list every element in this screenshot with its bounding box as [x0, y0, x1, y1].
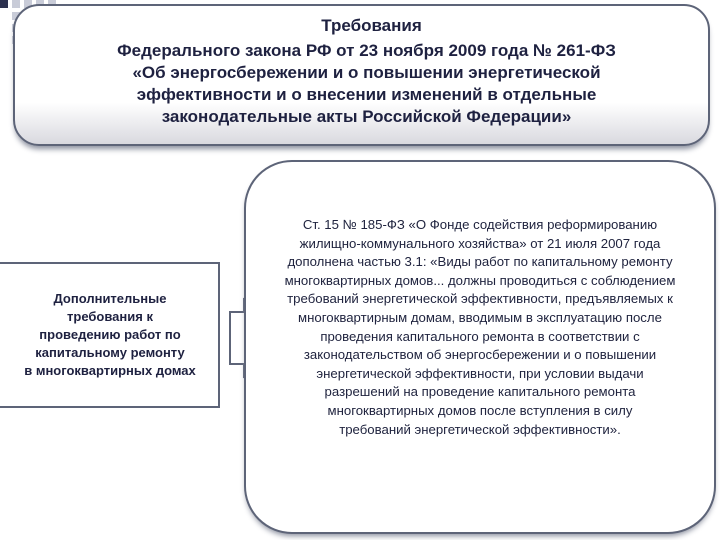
left-line: требования к [67, 309, 153, 324]
article-line: многоквартирным домам, вводимым в эксплуатацию после [298, 309, 662, 325]
title-line: законодательные акты Российской Федерации» [161, 107, 572, 126]
title-line: Федерального закона РФ от 23 ноября 2009 года № 261-ФЗ [117, 41, 616, 60]
article-line: разрешений на проведение капитального ремонта [324, 384, 636, 400]
article-line: энергетической эффективности, при условии выдачи [316, 365, 644, 381]
article-line: требований энергетической эффективности». [339, 421, 621, 437]
additional-requirements-box [0, 262, 220, 408]
law-article-box [244, 160, 716, 534]
left-line: в многоквартирных домах [24, 363, 196, 378]
title-box [13, 4, 710, 146]
title-line: эффективности и о внесении изменений в отдельные [136, 85, 597, 104]
article-line: требований энергетической эффективности, предъявляемых к [287, 291, 673, 307]
article-line: проведения капитального ремонта в соответствии с [320, 328, 640, 344]
additional-requirements-text [18, 290, 198, 380]
article-line: законодательством об энергосбережении и о повышении [303, 347, 657, 363]
title-line: «Об энергосбережении и о повышении энергетической [132, 63, 601, 82]
article-line: дополнена частью 3.1: «Виды работ по капитальному ремонту [287, 254, 673, 270]
title-text [45, 40, 688, 128]
article-line: многоквартирных домов... должны проводиться с соблюдением [284, 272, 676, 288]
title-heading: Требования [321, 16, 422, 35]
law-article-text [246, 216, 714, 439]
left-line: проведению работ по [39, 327, 181, 342]
article-line: многоквартирных домов после вступления в силу [327, 402, 633, 418]
article-line: жилищно-коммунального хозяйства» от 21 июля 2007 года [299, 235, 661, 251]
article-line: Ст. 15 № 185-ФЗ «О Фонде содействия реформированию [302, 217, 658, 232]
left-line: Дополнительные [53, 291, 167, 306]
left-line: капитальному ремонту [35, 345, 185, 360]
